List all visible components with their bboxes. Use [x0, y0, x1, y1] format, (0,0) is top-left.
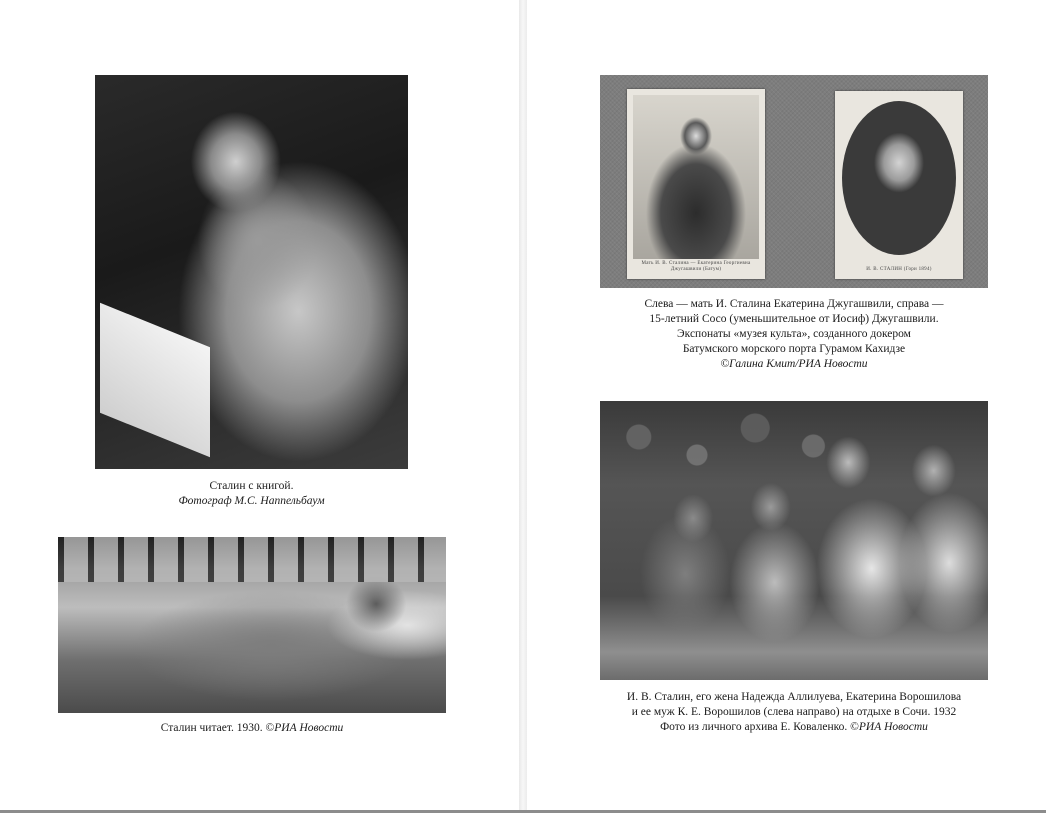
book-gutter	[519, 0, 527, 810]
photo-stalin-with-book	[95, 75, 408, 469]
caption-photo-2	[58, 721, 446, 736]
photo-museum-exhibits	[600, 75, 988, 288]
open-book	[100, 303, 210, 457]
caption-photo-1	[95, 479, 408, 509]
card-inscription: Мать И. В. Сталина — Екатерина Георгиевна Джугашвили (Батум)	[641, 261, 751, 272]
caption-credit: РИА Новости	[858, 721, 928, 733]
caption-credit: РИА Новости	[274, 722, 344, 734]
card-inscription: И. В. СТАЛИН (Гори 1894)	[866, 267, 932, 272]
caption-credit: ©Галина Кмит/РИА Новости	[720, 358, 868, 370]
caption-line: И. В. Сталин, его жена Надежда Аллилуева, Екатерина Ворошилова	[626, 691, 962, 703]
caption-title: Сталин с книгой.	[209, 480, 294, 492]
portrait-mother-image	[633, 95, 759, 259]
caption-line	[600, 720, 988, 735]
caption-credit: Фотограф М.С. Наппельбаум	[178, 495, 325, 507]
caption-line: и ее муж К. Е. Ворошилов (слева направо) на отдыхе в Сочи. 1932	[631, 706, 957, 718]
caption-photo-3	[600, 297, 988, 372]
caption-line: Слева — мать И. Сталина Екатерина Джугашвили, справа —	[644, 298, 944, 310]
photo-stalin-reading-lying	[58, 537, 446, 713]
portrait-soso-image	[842, 101, 956, 255]
caption-text: Сталин читает. 1930. ©	[160, 722, 275, 734]
photo-group-sochi	[600, 401, 988, 680]
caption-line: Батумского морского порта Гурамом Кахидзе	[682, 343, 906, 355]
caption-line: 15-летний Сосо (уменьшительное от Иосиф) Джугашвили.	[649, 313, 939, 325]
foliage-background	[600, 401, 988, 491]
window-blinds	[58, 537, 446, 582]
caption-photo-4	[600, 690, 988, 735]
caption-text: Фото из личного архива Е. Коваленко. ©	[660, 721, 859, 733]
portrait-card-soso	[835, 91, 963, 279]
caption-line	[58, 721, 446, 736]
caption-line: Экспонаты «музея культа», созданного докером	[677, 328, 911, 340]
portrait-card-mother	[627, 89, 765, 279]
